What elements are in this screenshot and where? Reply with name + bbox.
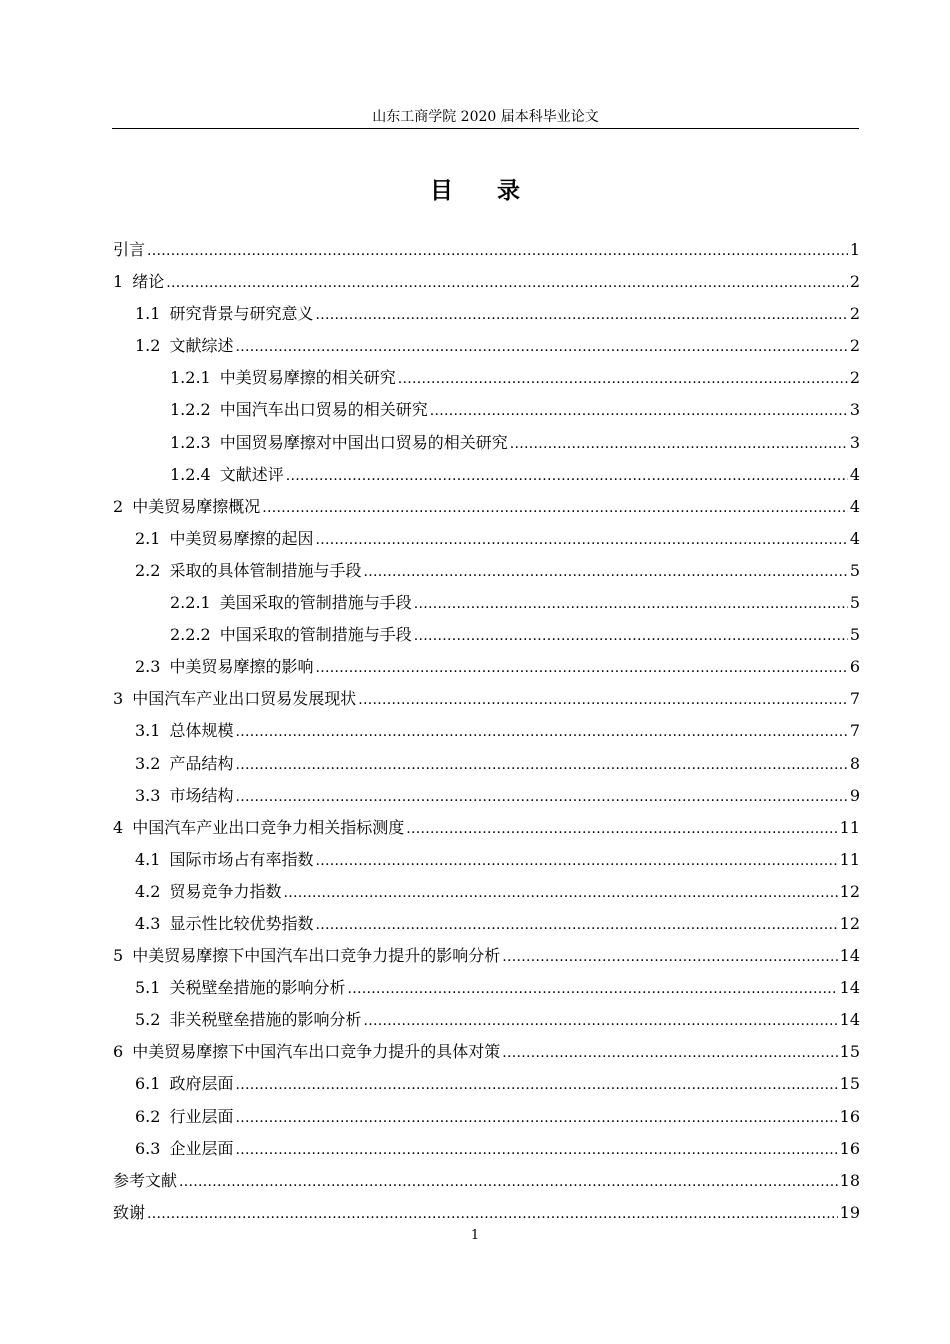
toc-entry-page-number: 5	[849, 593, 860, 613]
header-rule	[112, 128, 859, 129]
toc-dot-leader	[286, 462, 848, 490]
toc-entry-number: 1.2	[135, 336, 161, 356]
page-title: 目 录	[429, 178, 538, 204]
toc-entry[interactable]	[113, 653, 860, 685]
toc-entry[interactable]	[113, 1135, 860, 1167]
toc-dot-leader	[502, 943, 837, 971]
toc-entry-label: 美国采取的管制措施与手段	[219, 593, 412, 613]
toc-entry[interactable]	[113, 429, 860, 461]
toc-entry-label: 中美贸易摩擦下中国汽车出口竞争力提升的具体对策	[132, 1042, 501, 1062]
toc-entry[interactable]	[113, 1199, 860, 1231]
toc-entry-number: 3.1	[135, 721, 161, 741]
toc-entry[interactable]	[113, 1167, 860, 1199]
toc-entry-number: 1.2.4	[170, 464, 211, 484]
toc-entry-number: 4	[113, 817, 124, 837]
toc-entry[interactable]	[113, 878, 860, 910]
toc-dot-leader	[398, 365, 848, 393]
toc-entry-label: 企业层面	[169, 1138, 234, 1158]
toc-entry-label: 致谢	[113, 1202, 146, 1222]
toc-dot-leader	[235, 1136, 837, 1164]
toc-entry[interactable]	[113, 589, 860, 621]
toc-entry-label: 中国贸易摩擦对中国出口贸易的相关研究	[219, 432, 508, 452]
toc-entry-page-number: 12	[839, 881, 860, 901]
toc-dot-leader	[315, 526, 847, 554]
toc-entry-page-number: 3	[849, 432, 860, 452]
toc-entry[interactable]	[113, 268, 860, 300]
toc-entry-label: 中美贸易摩擦的起因	[169, 528, 314, 548]
toc-entry-number: 2	[113, 496, 124, 516]
toc-entry-page-number: 18	[839, 1170, 860, 1190]
toc-dot-leader	[166, 269, 848, 297]
toc-entry-page-number: 4	[849, 496, 860, 516]
toc-entry[interactable]	[113, 1103, 860, 1135]
toc-entry-number: 5.1	[135, 978, 161, 998]
toc-entry-number: 4.1	[135, 849, 161, 869]
toc-entry-page-number: 14	[839, 946, 860, 966]
toc-dot-leader	[510, 430, 848, 458]
toc-entry-page-number: 11	[839, 849, 860, 869]
toc-entry-number: 4.3	[135, 913, 161, 933]
toc-entry-page-number: 4	[849, 464, 860, 484]
toc-entry-page-number: 5	[849, 560, 860, 580]
toc-entry[interactable]	[113, 332, 860, 364]
toc-entry-number: 1.1	[135, 304, 161, 324]
toc-entry-label: 引言	[113, 240, 146, 259]
toc-entry-label: 中美贸易摩擦概况	[132, 496, 261, 516]
toc-entry-label: 总体规模	[169, 721, 234, 741]
toc-entry-number: 3.2	[135, 753, 161, 773]
toc-entry-number: 6	[113, 1042, 124, 1062]
toc-dot-leader	[414, 622, 848, 650]
toc-entry-page-number: 1	[849, 240, 860, 259]
toc-entry-page-number: 4	[849, 528, 860, 548]
toc-entry[interactable]	[113, 557, 860, 589]
toc-entry-number: 6.3	[135, 1138, 161, 1158]
toc-entry-page-number: 2	[849, 272, 860, 292]
toc-entry-label: 文献述评	[219, 464, 284, 484]
toc-entry-number: 5.2	[135, 1010, 161, 1030]
toc-entry-label: 市场结构	[169, 785, 234, 805]
toc-entry-page-number: 14	[839, 1010, 860, 1030]
toc-entry-label: 行业层面	[169, 1106, 234, 1126]
toc-entry-page-number: 16	[839, 1138, 860, 1158]
toc-entry-label: 中国汽车出口贸易的相关研究	[219, 400, 428, 420]
toc-entry-number: 5	[113, 946, 124, 966]
toc-entry-number: 2.1	[135, 528, 161, 548]
toc-dot-leader	[358, 686, 848, 714]
toc-entry-page-number: 15	[839, 1042, 860, 1062]
toc-entry-number: 1.2.2	[170, 400, 211, 420]
toc-dot-leader	[235, 783, 847, 811]
toc-dot-leader	[315, 911, 837, 939]
toc-entry-page-number: 3	[849, 400, 860, 420]
toc-entry-number: 4.2	[135, 881, 161, 901]
toc-entry-number: 2.2.1	[170, 593, 211, 613]
toc-entry-label: 贸易竞争力指数	[169, 881, 282, 901]
toc-dot-leader	[283, 879, 837, 907]
toc-entry[interactable]	[113, 1006, 860, 1038]
toc-entry[interactable]	[113, 685, 860, 717]
toc-entry-label: 关税壁垒措施的影响分析	[169, 978, 346, 998]
toc-entry[interactable]	[113, 493, 860, 525]
toc-entry-page-number: 7	[849, 721, 860, 741]
page-number: 1	[470, 1228, 480, 1243]
toc-entry-number: 1	[113, 272, 124, 292]
toc-entry-page-number: 2	[849, 336, 860, 356]
table-of-contents	[113, 236, 860, 1231]
toc-entry-label: 中美贸易摩擦下中国汽车出口竞争力提升的影响分析	[132, 946, 501, 966]
toc-dot-leader	[235, 1071, 837, 1099]
toc-dot-leader	[147, 237, 848, 265]
toc-entry-label: 研究背景与研究意义	[169, 304, 314, 324]
toc-entry-number: 2.2.2	[170, 625, 211, 645]
toc-dot-leader	[235, 1104, 837, 1132]
toc-entry-number: 1.2.1	[170, 368, 211, 388]
toc-entry[interactable]	[113, 461, 860, 493]
toc-entry-page-number: 6	[849, 657, 860, 677]
toc-entry-number: 6.1	[135, 1074, 161, 1094]
toc-dot-leader	[363, 558, 847, 586]
toc-entry-page-number: 9	[849, 785, 860, 805]
toc-entry-page-number: 11	[839, 817, 860, 837]
toc-entry[interactable]	[113, 846, 860, 878]
toc-dot-leader	[235, 751, 847, 779]
toc-entry-page-number: 5	[849, 625, 860, 645]
toc-dot-leader	[315, 654, 847, 682]
toc-entry[interactable]	[113, 717, 860, 749]
toc-entry-label: 非关税壁垒措施的影响分析	[169, 1010, 362, 1030]
toc-dot-leader	[430, 397, 848, 425]
toc-entry-page-number: 14	[839, 978, 860, 998]
toc-entry-label: 中美贸易摩擦的相关研究	[219, 368, 396, 388]
toc-entry[interactable]	[113, 300, 860, 332]
toc-entry-number: 3.3	[135, 785, 161, 805]
toc-entry[interactable]	[113, 974, 860, 1006]
toc-entry-label: 参考文献	[113, 1170, 178, 1190]
toc-dot-leader	[262, 494, 848, 522]
toc-entry-page-number: 2	[849, 304, 860, 324]
toc-entry-page-number: 8	[849, 753, 860, 773]
toc-entry-number: 6.2	[135, 1106, 161, 1126]
toc-entry-page-number: 2	[849, 368, 860, 388]
toc-entry-page-number: 19	[839, 1202, 860, 1222]
toc-entry[interactable]	[113, 1070, 860, 1102]
toc-entry-label: 中国汽车产业出口竞争力相关指标测度	[132, 817, 405, 837]
toc-entry[interactable]	[113, 236, 860, 268]
toc-entry-label: 中美贸易摩擦的影响	[169, 657, 314, 677]
toc-entry-number: 2.2	[135, 560, 161, 580]
toc-dot-leader	[179, 1168, 838, 1196]
toc-entry-label: 显示性比较优势指数	[169, 913, 314, 933]
toc-entry-label: 中国采取的管制措施与手段	[219, 625, 412, 645]
toc-entry[interactable]	[113, 782, 860, 814]
toc-entry-number: 3	[113, 689, 124, 709]
toc-dot-leader	[147, 1200, 838, 1228]
toc-entry[interactable]	[113, 910, 860, 942]
toc-entry-page-number: 12	[839, 913, 860, 933]
toc-entry[interactable]	[113, 525, 860, 557]
toc-entry-label: 政府层面	[169, 1074, 234, 1094]
toc-entry[interactable]	[113, 364, 860, 396]
toc-entry-label: 绪论	[132, 272, 165, 292]
toc-entry-label: 中国汽车产业出口贸易发展现状	[132, 689, 357, 709]
toc-entry[interactable]	[113, 1038, 860, 1070]
toc-dot-leader	[235, 333, 847, 361]
toc-entry-label: 采取的具体管制措施与手段	[169, 560, 362, 580]
toc-dot-leader	[347, 975, 837, 1003]
toc-dot-leader	[315, 301, 847, 329]
running-header: 山东工商学院 2020 届本科毕业论文	[372, 109, 599, 125]
toc-entry-page-number: 7	[849, 689, 860, 709]
toc-entry-number: 2.3	[135, 657, 161, 677]
toc-entry[interactable]	[113, 814, 860, 846]
toc-entry[interactable]	[113, 942, 860, 974]
toc-entry[interactable]	[113, 396, 860, 428]
toc-dot-leader	[235, 718, 847, 746]
toc-entry[interactable]	[113, 750, 860, 782]
toc-dot-leader	[406, 815, 837, 843]
toc-entry-label: 国际市场占有率指数	[169, 849, 314, 869]
toc-dot-leader	[414, 590, 848, 618]
toc-entry-label: 文献综述	[169, 336, 234, 356]
toc-dot-leader	[363, 1007, 837, 1035]
toc-entry[interactable]	[113, 621, 860, 653]
toc-entry-label: 产品结构	[169, 753, 234, 773]
toc-dot-leader	[315, 847, 837, 875]
toc-dot-leader	[502, 1039, 837, 1067]
toc-entry-number: 1.2.3	[170, 432, 211, 452]
toc-entry-page-number: 16	[839, 1106, 860, 1126]
toc-entry-page-number: 15	[839, 1074, 860, 1094]
